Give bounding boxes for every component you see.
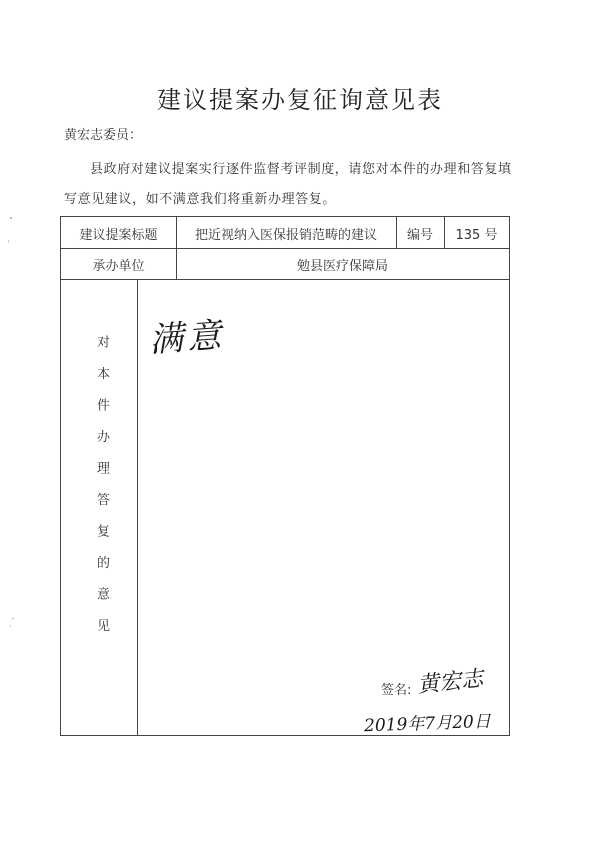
date-handwriting: 2019年7月20日 <box>363 711 492 737</box>
proposal-title: 把近视纳入医保报销范畴的建议 <box>194 228 377 243</box>
opinion-handwriting: 满意 <box>147 315 227 361</box>
opinion-label: 对本件办理答复的意见 <box>94 335 109 650</box>
proposal-number: 135 号 <box>455 228 498 243</box>
signature-handwriting: 黄宏志 <box>416 666 485 699</box>
salutation: 黄宏志委员： <box>64 128 143 143</box>
page-title: 建议提案办复征询意见表 <box>157 86 443 114</box>
title-label: 建议提案标题 <box>79 228 158 243</box>
signature-label: 签名: <box>381 683 412 698</box>
unit-label: 承办单位 <box>92 259 145 274</box>
intro-paragraph: 县政府对建议提案实行逐件监督考评制度，请您对本件的办理和答复填写意见建议，如不满意我们将重新办理答复。 <box>64 162 512 207</box>
number-label: 编号 <box>406 228 433 243</box>
handling-unit: 勉县医疗保障局 <box>296 259 388 274</box>
